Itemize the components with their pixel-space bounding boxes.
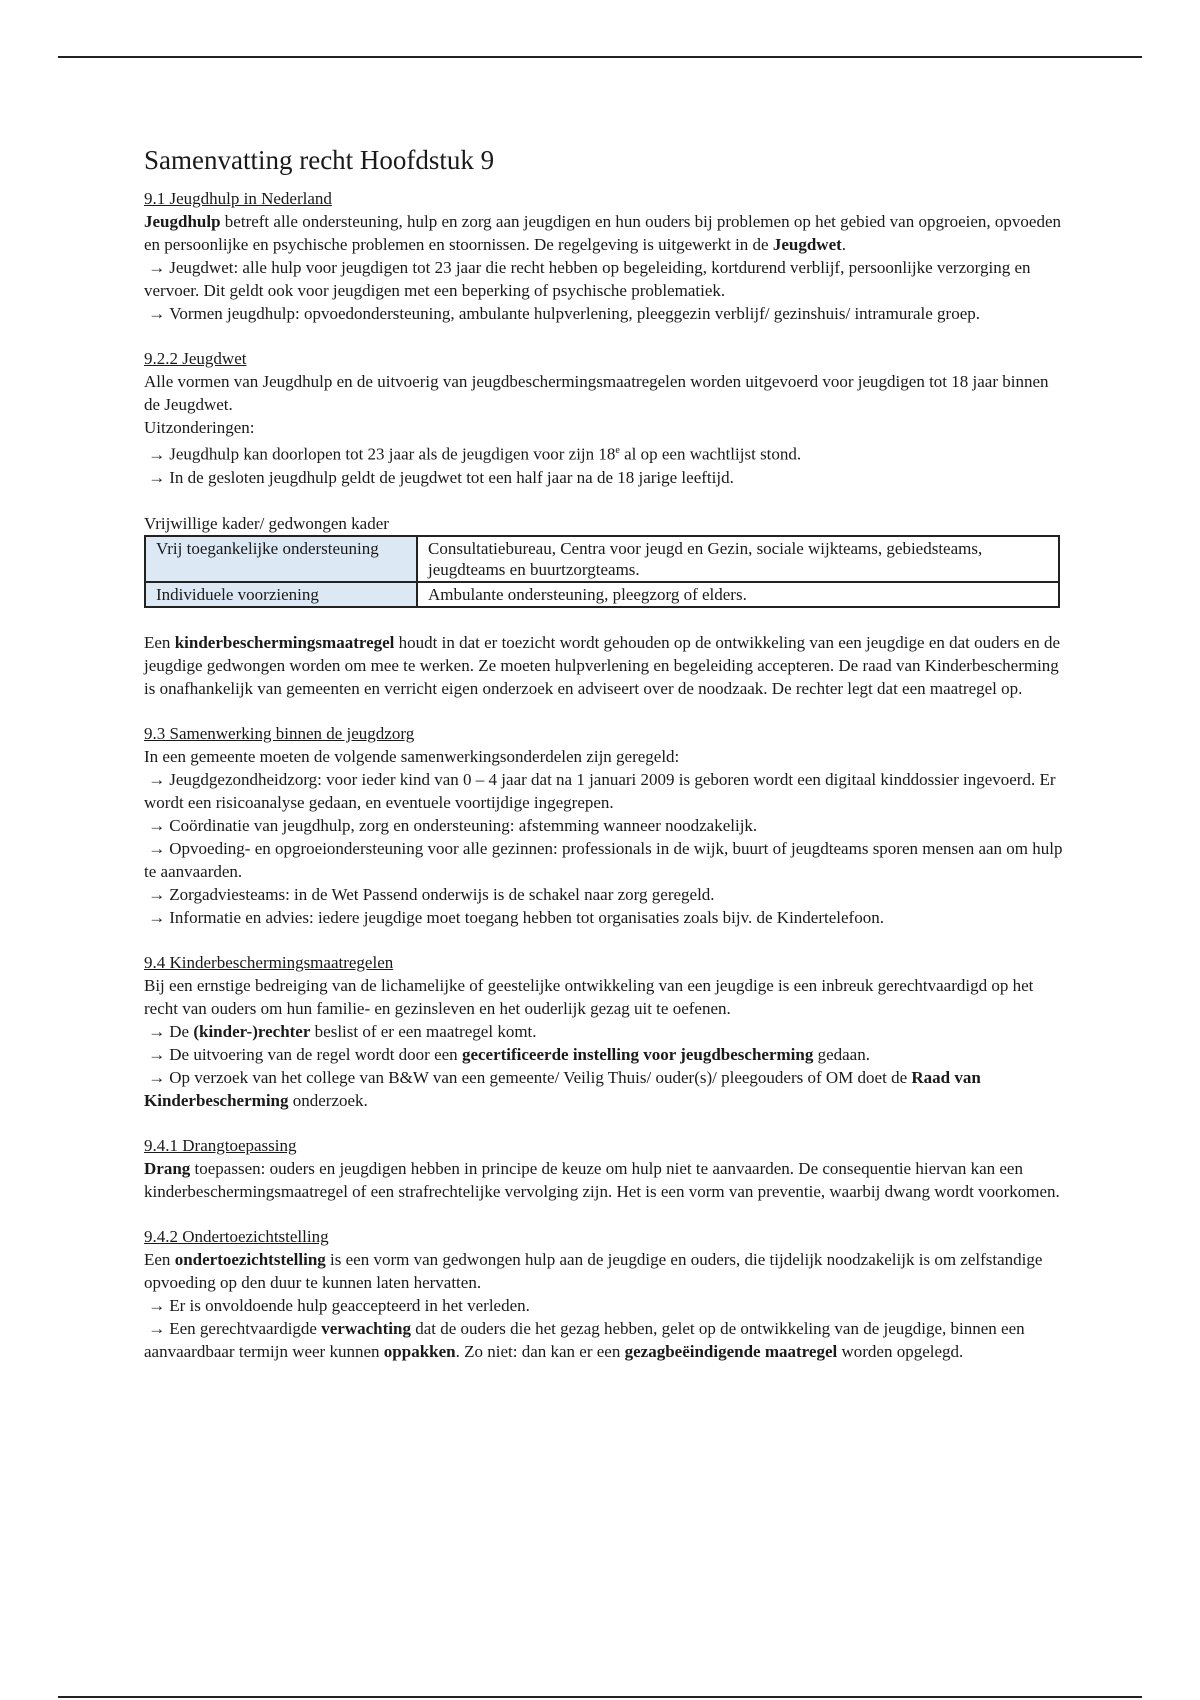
- bold-term: oppakken: [383, 1341, 456, 1361]
- arrow-item: → Informatie en advies: iedere jeugdige moet toegang hebben tot organisaties zoals bijv. de Kindertelefoon.: [148, 907, 884, 927]
- bold-term: gecertificeerde instelling voor jeugdbescherming: [461, 1044, 814, 1064]
- arrow-icon: →: [148, 907, 166, 927]
- paragraph: Een ondertoezichtstelling is een vorm van gedwongen hulp aan de jeugdige en ouders, die tijdelijk noodzakelijk is om zelfstandige opvoeding op den duur te kunnen laten hervatten.: [144, 1249, 1043, 1292]
- bold-term: Raad van Kinderbescherming: [144, 1067, 981, 1110]
- table-row: [145, 582, 1059, 607]
- arrow-item: → Opvoeding- en opgroeiondersteuning voor alle gezinnen: professionals in de wijk, buurt of jeugdteams sporen mensen aan om hulp te aanvaarden.: [144, 838, 1063, 881]
- bold-term: Drang: [144, 1158, 191, 1178]
- footer-rule: [58, 1696, 1142, 1698]
- section-9-2-2: [144, 348, 1064, 489]
- section-9-4-1: [144, 1135, 1064, 1203]
- arrow-icon: →: [148, 769, 166, 789]
- section-9-3: [144, 723, 1064, 929]
- arrow-item: → Coördinatie van jeugdhulp, zorg en ondersteuning: afstemming wanneer noodzakelijk.: [148, 815, 758, 835]
- arrow-icon: →: [148, 444, 166, 464]
- section-heading: 9.4.2 Ondertoezichtstelling: [144, 1226, 329, 1246]
- arrow-icon: →: [148, 304, 166, 323]
- arrow-icon: →: [148, 838, 166, 858]
- bold-term: kinderbeschermingsmaatregel: [174, 632, 395, 652]
- arrow-icon: →: [148, 1021, 166, 1041]
- paragraph: Jeugdhulp betreft alle ondersteuning, hulp en zorg aan jeugdigen en hun ouders bij problemen op het gebied van opgroeien, opvoeden en persoonlijke en psychische problemen en stoornissen. De regelgeving is uitgewerkt in de Jeugdwet.: [144, 212, 1062, 254]
- arrow-icon: →: [148, 1318, 166, 1338]
- header-rule: [58, 56, 1142, 58]
- section-heading: 9.2.2 Jeugdwet: [144, 349, 247, 368]
- bold-term: Jeugdhulp: [144, 212, 221, 231]
- arrow-item: → Jeugdwet: alle hulp voor jeugdigen tot 23 jaar die recht hebben op begeleiding, kortdurend verblijf, persoonlijke verzorging en vervoer. Dit geldt ook voor jeugdigen met een beperking of psychische problematiek.: [144, 258, 1031, 300]
- section-heading: 9.1 Jeugdhulp in Nederland: [144, 189, 332, 208]
- arrow-icon: →: [148, 1067, 166, 1087]
- arrow-icon: →: [148, 884, 166, 904]
- arrow-icon: →: [148, 467, 166, 487]
- section-heading: 9.4.1 Drangtoepassing: [144, 1135, 297, 1155]
- arrow-icon: →: [148, 1295, 166, 1315]
- section-9-4: [144, 952, 1064, 1112]
- section-kader: [144, 512, 1064, 608]
- paragraph: Alle vormen van Jeugdhulp en de uitvoerig van jeugdbeschermingsmaatregelen worden uitgevoerd voor jeugdigen tot 18 jaar binnen de Jeugdwet.: [144, 372, 1049, 414]
- bold-term: gezagbeëindigende maatregel: [624, 1341, 838, 1361]
- kader-table: [144, 535, 1060, 608]
- arrow-item: → De uitvoering van de regel wordt door een gecertificeerde instelling voor jeugdbescherming gedaan.: [148, 1044, 870, 1064]
- arrow-item: → In de gesloten jeugdhulp geldt de jeugdwet tot een half jaar na de 18 jarige leeftijd.: [148, 467, 734, 487]
- bold-term: ondertoezichtstelling: [174, 1249, 326, 1269]
- paragraph: Bij een ernstige bedreiging van de lichamelijke of geestelijke ontwikkeling van een jeugdige is een inbreuk gerechtvaardigd op het recht van ouders om hun familie- en gezinsleven en het ouderlijk gezag uit te oefenen.: [144, 975, 1034, 1018]
- arrow-icon: →: [148, 1044, 166, 1064]
- arrow-item: → Een gerechtvaardigde verwachting dat de ouders die het gezag hebben, gelet op de ontwikkeling van de jeugdige, binnen een aanvaardbaar termijn weer kunnen oppakken. Zo niet: dan kan er een gezagbeëindigende maatregel worden opgelegd.: [144, 1318, 1025, 1361]
- arrow-item: → Vormen jeugdhulp: opvoedondersteuning, ambulante hulpverlening, pleeggezin verblijf/ gezinshuis/ intramurale groep.: [148, 304, 981, 323]
- table-value-cell: Consultatiebureau, Centra voor jeugd en Gezin, sociale wijkteams, gebiedsteams, jeugdteams en buurtzorgteams.: [417, 536, 1059, 582]
- section-heading: 9.4 Kinderbeschermingsmaatregelen: [144, 952, 394, 972]
- section-heading: 9.3 Samenwerking binnen de jeugdzorg: [144, 723, 415, 743]
- table-caption: Vrijwillige kader/ gedwongen kader: [144, 513, 389, 533]
- arrow-item: → Zorgadviesteams: in de Wet Passend onderwijs is de schakel naar zorg geregeld.: [148, 884, 715, 904]
- bold-term: Jeugdwet: [772, 235, 842, 254]
- paragraph: Drang toepassen: ouders en jeugdigen hebben in principe de keuze om hulp niet te aanvaarden. De consequentie hiervan kan een kinderbeschermingsmaatregel of een strafrechtelijke vervolging zijn. Het is een vorm van preventie, waarbij dwang wordt voorkomen.: [144, 1158, 1060, 1201]
- arrow-item: → Er is onvoldoende hulp geaccepteerd in het verleden.: [148, 1295, 530, 1315]
- paragraph: Een kinderbeschermingsmaatregel houdt in dat er toezicht wordt gehouden op de ontwikkeling van een jeugdige en dat ouders en de jeugdige gedwongen worden om mee te werken. Ze moeten hulpverlening en begeleiding accepteren. De raad van Kinderbescherming is onafhankelijk van gemeenten en verricht eigen onderzoek en adviseert over de noodzaak. De rechter legt dat een maatregel op.: [144, 632, 1061, 698]
- document-page: [144, 143, 1064, 1363]
- section-9-4-2: [144, 1226, 1064, 1363]
- arrow-icon: →: [148, 815, 166, 835]
- table-row: [145, 536, 1059, 582]
- table-label-cell: Vrij toegankelijke ondersteuning: [145, 536, 417, 582]
- table-value-cell: Ambulante ondersteuning, pleegzorg of elders.: [417, 582, 1059, 607]
- table-label-cell: Individuele voorziening: [145, 582, 417, 607]
- arrow-item: → De (kinder-)rechter beslist of er een maatregel komt.: [148, 1021, 537, 1041]
- arrow-icon: →: [148, 258, 166, 277]
- section-9-1: [144, 188, 1064, 325]
- arrow-item: → Jeugdhulp kan doorlopen tot 23 jaar als de jeugdigen voor zijn 18e al op een wachtlijst stond.: [148, 444, 802, 464]
- bold-term: verwachting: [321, 1318, 411, 1338]
- paragraph: Uitzonderingen:: [144, 418, 255, 437]
- section-kinderbeschermingsmaatregel: [144, 631, 1064, 700]
- bold-term: (kinder-)rechter: [193, 1021, 311, 1041]
- paragraph: In een gemeente moeten de volgende samenwerkingsonderdelen zijn geregeld:: [144, 746, 680, 766]
- arrow-item: → Jeugdgezondheidzorg: voor ieder kind van 0 – 4 jaar dat na 1 januari 2009 is geboren wordt een digitaal kinddossier ingevoerd. Er wordt een risicoanalyse gedaan, en eventuele voortijdige ingegrepen.: [144, 769, 1056, 812]
- arrow-item: → Op verzoek van het college van B&W van een gemeente/ Veilig Thuis/ ouder(s)/ pleegouders of OM doet de Raad van Kinderbescherming onderzoek.: [144, 1067, 981, 1110]
- document-title: Samenvatting recht Hoofdstuk 9: [144, 145, 495, 175]
